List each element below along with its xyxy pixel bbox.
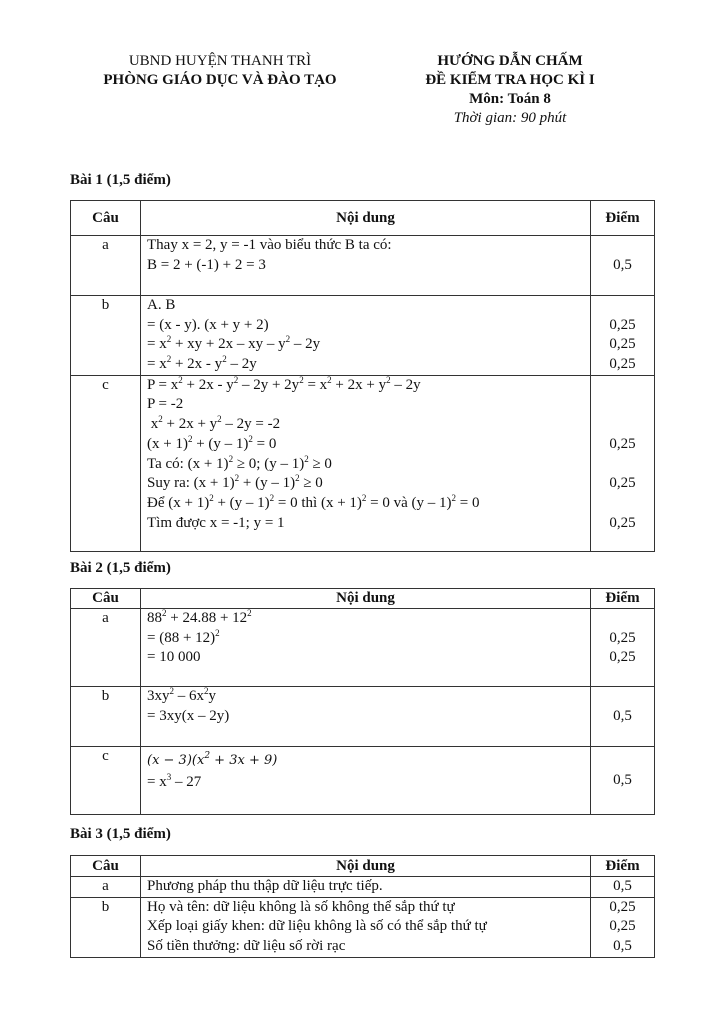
header-left <box>70 52 370 90</box>
content-line: Suy ra: $(x + 1)^2 + (y - 1)^2 \ge 0$ <box>147 473 323 492</box>
score: 0,25 <box>609 918 636 935</box>
exam-title: ĐỀ KIỂM TRA HỌC KÌ I <box>425 72 595 88</box>
bai2-table <box>70 588 655 815</box>
content-line: = (x - y). (x + y + 2) <box>147 316 269 333</box>
col-cau: Câu <box>71 201 141 236</box>
table-row <box>71 747 655 815</box>
content-line: Để $(x + 1)^2 + (y - 1)^2 = 0$ thì $(x + 1)^2 = 0$ và (y – 1)$^2$ = 0 <box>147 492 480 511</box>
score: 0,25 <box>609 435 636 452</box>
content-line: P = -2 <box>147 396 184 413</box>
bai1-table <box>70 200 655 552</box>
table-row <box>71 687 655 747</box>
col-diem: Điểm <box>591 856 655 877</box>
col-diem: Điểm <box>591 589 655 609</box>
table-row <box>71 375 655 551</box>
table-header-row <box>71 589 655 609</box>
header-right <box>395 52 625 128</box>
bai2-title: Bài 2 (1,5 điểm) <box>70 560 171 576</box>
content-line: = 10 000 <box>147 649 201 666</box>
row-label: c <box>102 748 109 764</box>
score: 0,5 <box>613 878 632 894</box>
score: 0,25 <box>609 336 636 353</box>
content-line: $(x + 1)^2 + (y - 1)^2 = 0$ <box>147 433 277 452</box>
score: 0,25 <box>609 316 636 333</box>
content-line: = $(88 + 12)^2$ <box>147 627 220 646</box>
row-label: b <box>101 297 110 313</box>
bai3-title: Bài 3 (1,5 điểm) <box>70 826 171 842</box>
row-label: a <box>102 237 109 253</box>
content-line: $x^2 + 2x + y^2 - 2y = -2$ <box>147 414 281 433</box>
score: 0,25 <box>609 356 636 373</box>
table-row <box>71 609 655 687</box>
row-label: c <box>102 376 109 393</box>
bai3-table <box>70 855 655 958</box>
row-label: b <box>101 688 110 704</box>
col-noi-dung: Nội dung <box>141 589 591 609</box>
content-line: = $x^3 - 27$ <box>147 772 202 790</box>
content-line: = $x^2 + 2x - y^2 - 2y$ <box>147 354 257 373</box>
bai1-title: Bài 1 (1,5 điểm) <box>70 172 171 188</box>
row-label: b <box>101 898 110 915</box>
score: 0,25 <box>609 898 636 915</box>
score: 0,5 <box>613 707 632 724</box>
col-cau: Câu <box>71 856 141 877</box>
score: 0,25 <box>609 649 636 666</box>
content-line: $88^2 + 24.88 + 12^2$ <box>147 608 252 626</box>
content-line: Xếp loại giấy khen: dữ liệu không là số có thể sắp thứ tự <box>147 918 487 935</box>
col-cau: Câu <box>71 589 141 609</box>
content-line: A. B <box>147 297 176 313</box>
content-line: = $x^2$ + xy + 2x – xy – $y^2 - 2y$ <box>147 334 321 353</box>
col-noi-dung: Nội dung <box>141 856 591 877</box>
score: 0,5 <box>613 938 632 955</box>
col-noi-dung: Nội dung <box>141 201 591 236</box>
doc-title: HƯỚNG DẪN CHẤM <box>437 53 583 69</box>
score: 0,5 <box>613 771 632 788</box>
row-label: a <box>102 610 109 626</box>
content-line: $3xy^2 - 6x^2y$ <box>147 686 216 704</box>
score: 0,5 <box>613 256 632 273</box>
content-line: B = 2 + (-1) + 2 = 3 <box>147 256 266 273</box>
content-line: $(x - 3)(x^2 + 3x + 9)$ <box>147 751 278 768</box>
score: 0,25 <box>609 629 636 646</box>
table-header-row <box>71 856 655 877</box>
content-line: = 3xy(x – 2y) <box>147 707 230 724</box>
table-header-row <box>71 201 655 236</box>
content-line: Phương pháp thu thập dữ liệu trực tiếp. <box>147 878 383 894</box>
duration: Thời gian: 90 phút <box>453 110 567 126</box>
score: 0,25 <box>609 514 636 531</box>
content-line: Số tiền thưởng: dữ liệu số rời rạc <box>147 938 346 955</box>
table-row <box>71 897 655 957</box>
district-name: UBND HUYỆN THANH TRÌ <box>128 53 312 69</box>
row-label: a <box>102 878 109 894</box>
table-row <box>71 296 655 376</box>
table-row <box>71 236 655 296</box>
department-name: PHÒNG GIÁO DỤC VÀ ĐÀO TẠO <box>103 72 337 88</box>
col-diem: Điểm <box>591 201 655 236</box>
content-line: Ta có: $(x + 1)^2 \ge 0$; (y – 1)$^2$ ≥ 0 <box>147 453 332 472</box>
content-line: Tìm được x = -1; y = 1 <box>147 514 285 531</box>
content-line: $P = x^2 + 2x - y^2 - 2y + 2y^2 = x^2 + 2x + y^2 - 2y$ <box>147 374 421 393</box>
score: 0,25 <box>609 475 636 492</box>
subject: Môn: Toán 8 <box>469 91 551 107</box>
content-line: Thay x = 2, y = -1 vào biểu thức B ta có: <box>147 237 392 253</box>
table-row <box>71 877 655 898</box>
content-line: Họ và tên: dữ liệu không là số không thể sắp thứ tự <box>147 898 455 915</box>
